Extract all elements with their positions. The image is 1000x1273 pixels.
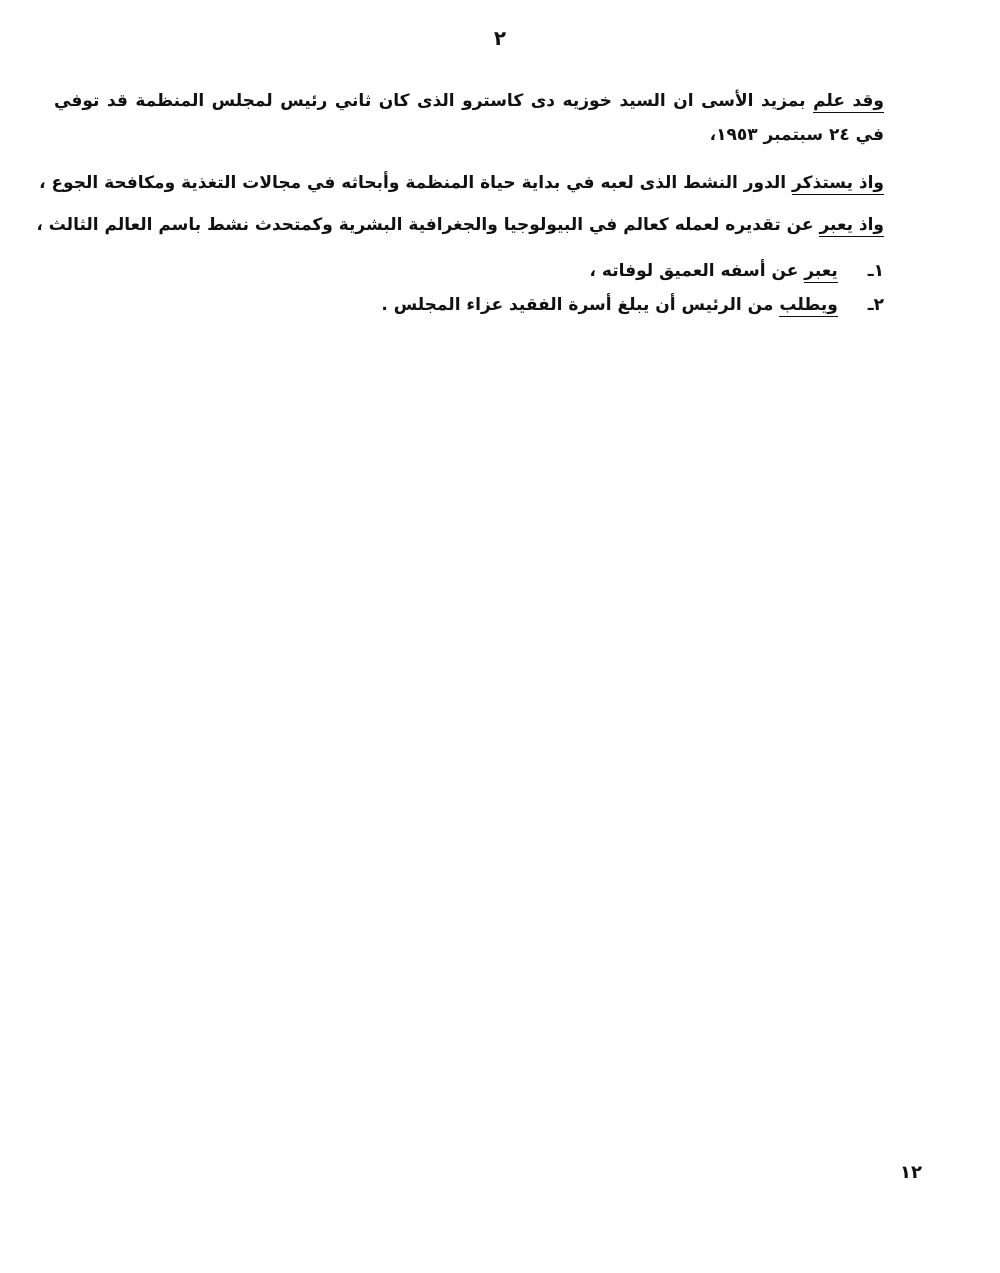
paragraph-lead-word: واذ يستذكر xyxy=(792,173,884,193)
paragraph-text: الدور النشط الذى لعبه في بداية حياة المنظمة وأبحاثه في مجالات التغذية ومكافحة الجوع ، xyxy=(39,173,793,193)
item-lead-word: يعبر xyxy=(804,261,838,281)
item-text: من الرئيس أن يبلغ أسرة الفقيد عزاء المجلس . xyxy=(381,295,780,315)
page-number: ٢ xyxy=(493,26,507,50)
item-number: ١ـ xyxy=(867,261,884,281)
paragraph-text: عن تقديره لعمله كعالم في البيولوجيا والجغرافية البشرية وكمتحدث نشط باسم العالم الثالث ، xyxy=(36,215,820,235)
preamble-paragraph-1 xyxy=(54,84,884,152)
item-lead-word: ويطلب xyxy=(779,295,838,315)
paragraph-lead-word: وقد علم xyxy=(813,91,884,111)
paragraph-lead-word: واذ يعبر xyxy=(819,215,884,235)
item-number: ٢ـ xyxy=(867,295,884,315)
item-text: عن أسفه العميق لوفاته ، xyxy=(589,261,805,281)
footer-page-number: ١٢ xyxy=(900,1162,922,1183)
preamble-paragraph-2 xyxy=(39,166,884,200)
preamble-paragraph-3 xyxy=(36,208,884,242)
operative-item-2 xyxy=(381,290,884,320)
paragraph-text: بمزيد الأسى ان السيد خوزيه دى كاسترو الذى كان ثاني رئيس لمجلس المنظمة قد توفي في ٢٤ سبتمبر ١٩٥٣، xyxy=(54,91,884,145)
operative-item-1 xyxy=(590,256,884,286)
